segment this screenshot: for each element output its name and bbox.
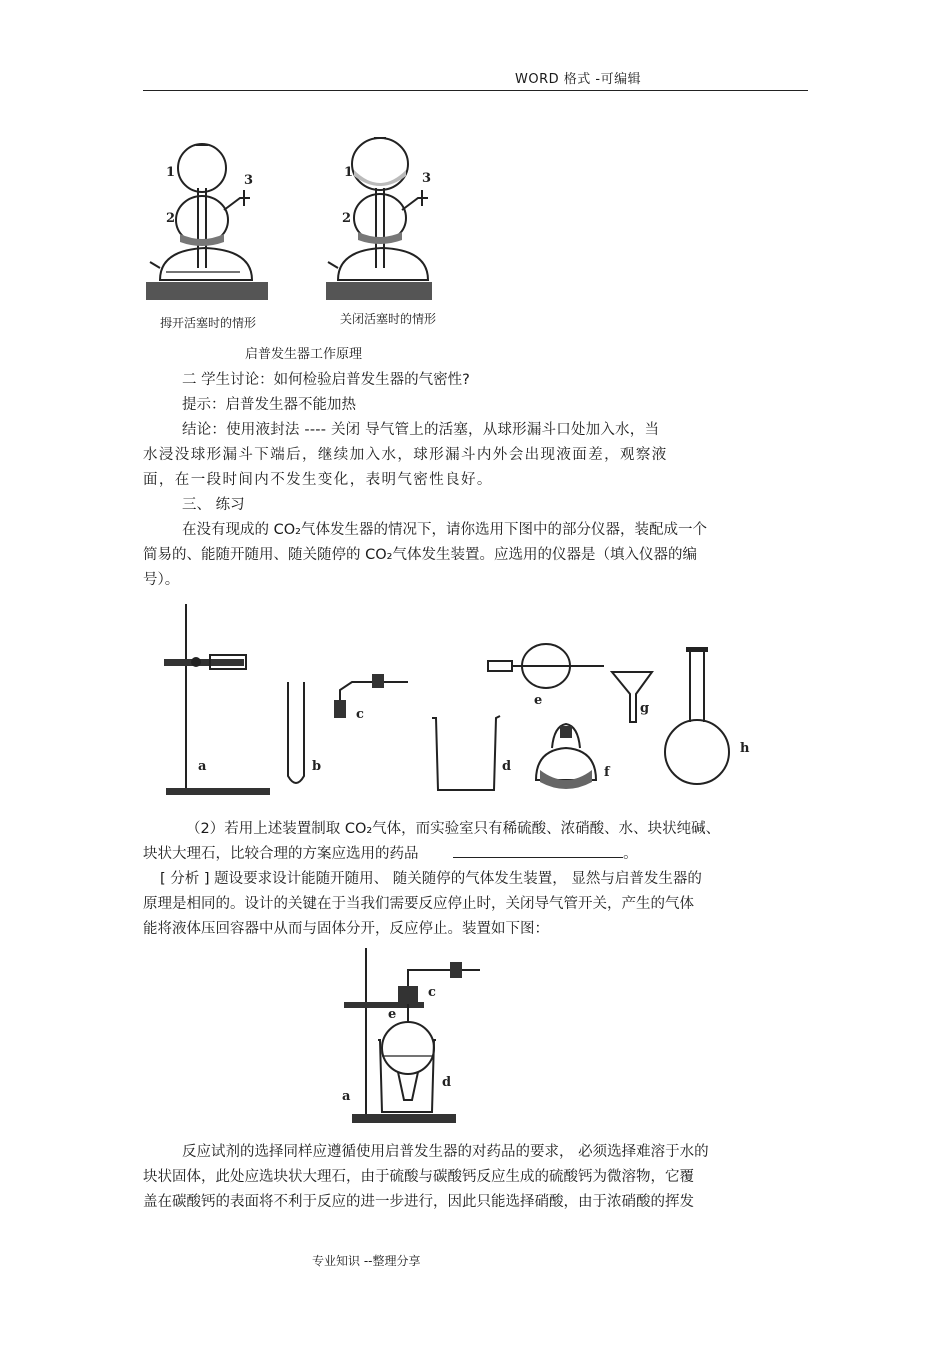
- conclusion-line-3: 面，在一段时间内不发生变化，表明气密性良好。: [143, 472, 493, 488]
- analysis-line-3: 能将液体压回容器中从而与固体分开，反应停止。装置如下图：: [143, 921, 549, 937]
- label-d: d: [502, 759, 512, 774]
- closing-line-2: 块状固体，此处应选块状大理石，由于硫酸与碳酸钙反应生成的硫酸钙为微溶物，它覆: [143, 1169, 694, 1185]
- fig1-num-2-right: 2: [342, 211, 352, 226]
- page-footer: 专业知识 --整理分享: [312, 1254, 421, 1268]
- label-a: a: [198, 759, 207, 774]
- fig1-caption-left: 拇开活塞时的情形: [160, 316, 257, 330]
- question-line-2-end: 。: [623, 846, 638, 862]
- fig3-label-e: e: [388, 1007, 397, 1022]
- analysis-line-2: 原理是相同的。设计的关键在于当我们需要反应停止时，关闭导气管开关，产生的气体: [143, 896, 694, 912]
- fig1-num-3-right: 3: [422, 171, 432, 186]
- exercise-line-1: 在没有现成的 CO₂气体发生器的情况下，请你选用下图中的部分仪器，装配成一个: [182, 522, 707, 538]
- exercise-line-2: 简易的、能随开随用、随关随停的 CO₂气体发生装置。应选用的仪器是（填入仪器的编: [143, 547, 697, 563]
- label-c: c: [356, 707, 364, 722]
- label-h: h: [740, 741, 750, 756]
- question-line-2-text: 块状大理石，比较合理的方案应选用的药品: [143, 846, 419, 862]
- label-f: f: [604, 765, 610, 780]
- label-e: e: [534, 693, 543, 708]
- fig3-label-c: c: [428, 985, 436, 1000]
- exercise-heading: 三、 练习: [182, 497, 245, 513]
- closing-line-1: 反应试剂的选择同样应遵循使用启普发生器的对药品的要求， 必须选择难溶于水的: [182, 1144, 709, 1160]
- fig3-label-d: d: [442, 1075, 452, 1090]
- label-b: b: [312, 759, 322, 774]
- fig1-title: 启普发生器工作原理: [245, 347, 363, 362]
- conclusion-line-2: 水浸没球形漏斗下端后，继续加入水，球形漏斗内外会出现液面差，观察液: [143, 447, 668, 463]
- fig1-num-2-left: 2: [166, 211, 176, 226]
- fig1-num-1-left: 1: [166, 165, 176, 180]
- conclusion-line-1: 结论：使用液封法 ---- 关闭 导气管上的活塞，从球形漏斗口处加入水，当: [182, 422, 660, 438]
- fig3-label-a: a: [342, 1089, 351, 1104]
- hint-line: 提示：启普发生器不能加热: [182, 397, 356, 413]
- analysis-line-1: [ 分析 ] 题设要求设计能随开随用、 随关随停的气体发生装置， 显然与启普发生器的: [160, 871, 702, 887]
- closing-line-3: 盖在碳酸钙的表面将不利于反应的进一步进行，因此只能选择硝酸，由于浓硝酸的挥发: [143, 1194, 694, 1210]
- exercise-line-3: 号）。: [143, 572, 180, 588]
- question-line-1: （2）若用上述装置制取 CO₂气体，而实验室只有稀硫酸、浓硝酸、水、块状纯碱、: [186, 821, 721, 837]
- fig1-caption-right: 关闭活塞时的情形: [340, 312, 437, 326]
- fig1-num-3-left: 3: [244, 173, 254, 188]
- label-g: g: [640, 701, 650, 716]
- page-header: WORD 格式 -可编辑: [515, 72, 642, 87]
- discussion-heading: 二 学生讨论：如何检验启普发生器的气密性?: [182, 372, 470, 388]
- fig1-num-1-right: 1: [344, 165, 354, 180]
